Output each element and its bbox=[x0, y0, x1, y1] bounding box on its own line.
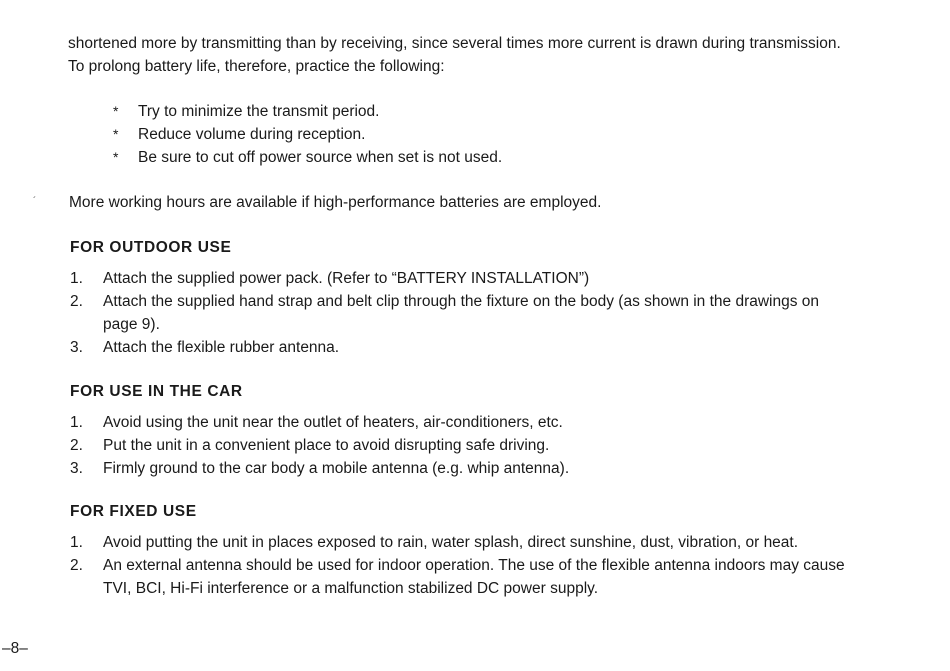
tip-item bbox=[113, 146, 502, 169]
item-text: An external antenna should be used for indoor operation. The use of the flexible antenna indoors may cause TVI, BCI, Hi-Fi interference or a malfunction stabilized DC power supply. bbox=[103, 557, 845, 597]
more-hours-paragraph: More working hours are available if high-performance batteries are employed. bbox=[69, 194, 602, 211]
list-item bbox=[70, 290, 845, 336]
section-car-use bbox=[70, 380, 845, 480]
tips-list bbox=[113, 100, 502, 169]
section-heading: FOR FIXED USE bbox=[70, 503, 197, 520]
tip-item bbox=[113, 100, 502, 123]
item-text: Attach the flexible rubber antenna. bbox=[103, 339, 340, 356]
list-item bbox=[70, 531, 845, 554]
list-item bbox=[70, 411, 845, 434]
item-text: Put the unit in a convenient place to avoid disrupting safe driving. bbox=[103, 437, 550, 454]
item-number: 1. bbox=[70, 414, 83, 431]
intro-paragraph: shortened more by transmitting than by receiving, since several times more current is drawn during transmission. To prolong battery life, therefore, practice the following: bbox=[68, 35, 841, 75]
item-number: 2. bbox=[70, 293, 83, 310]
list-item bbox=[70, 434, 845, 457]
section-heading: FOR OUTDOOR USE bbox=[70, 239, 232, 256]
item-text: Attach the supplied power pack. (Refer to “BATTERY INSTALLATION”) bbox=[103, 270, 590, 287]
item-number: 3. bbox=[70, 460, 83, 477]
page-number: –8– bbox=[2, 640, 28, 657]
list-item bbox=[70, 554, 845, 600]
item-number: 2. bbox=[70, 437, 83, 454]
item-number: 1. bbox=[70, 534, 83, 551]
tip-text: Try to minimize the transmit period. bbox=[138, 103, 380, 120]
bullet-marker: * bbox=[113, 149, 119, 165]
list-item bbox=[70, 336, 845, 359]
tip-text: Reduce volume during reception. bbox=[138, 126, 366, 143]
bullet-marker: * bbox=[113, 103, 119, 119]
section-fixed-use bbox=[70, 500, 845, 600]
list-item bbox=[70, 457, 845, 480]
item-number: 1. bbox=[70, 270, 83, 287]
section-heading: FOR USE IN THE CAR bbox=[70, 383, 243, 400]
tip-item bbox=[113, 123, 502, 146]
bullet-marker: * bbox=[113, 126, 119, 142]
tip-text: Be sure to cut off power source when set is not used. bbox=[138, 149, 503, 166]
item-text: Firmly ground to the car body a mobile antenna (e.g. whip antenna). bbox=[103, 460, 570, 477]
item-number: 3. bbox=[70, 339, 83, 356]
item-text: Avoid putting the unit in places exposed to rain, water splash, direct sunshine, dust, vibration, or heat. bbox=[103, 534, 799, 551]
list-item bbox=[70, 267, 845, 290]
item-text: Avoid using the unit near the outlet of heaters, air-conditioners, etc. bbox=[103, 414, 563, 431]
item-text: Attach the supplied hand strap and belt clip through the fixture on the body (as shown in the drawings on page 9). bbox=[103, 293, 820, 333]
section-outdoor-use bbox=[70, 236, 845, 359]
item-number: 2. bbox=[70, 557, 83, 574]
scan-speck: ´ bbox=[33, 196, 37, 207]
